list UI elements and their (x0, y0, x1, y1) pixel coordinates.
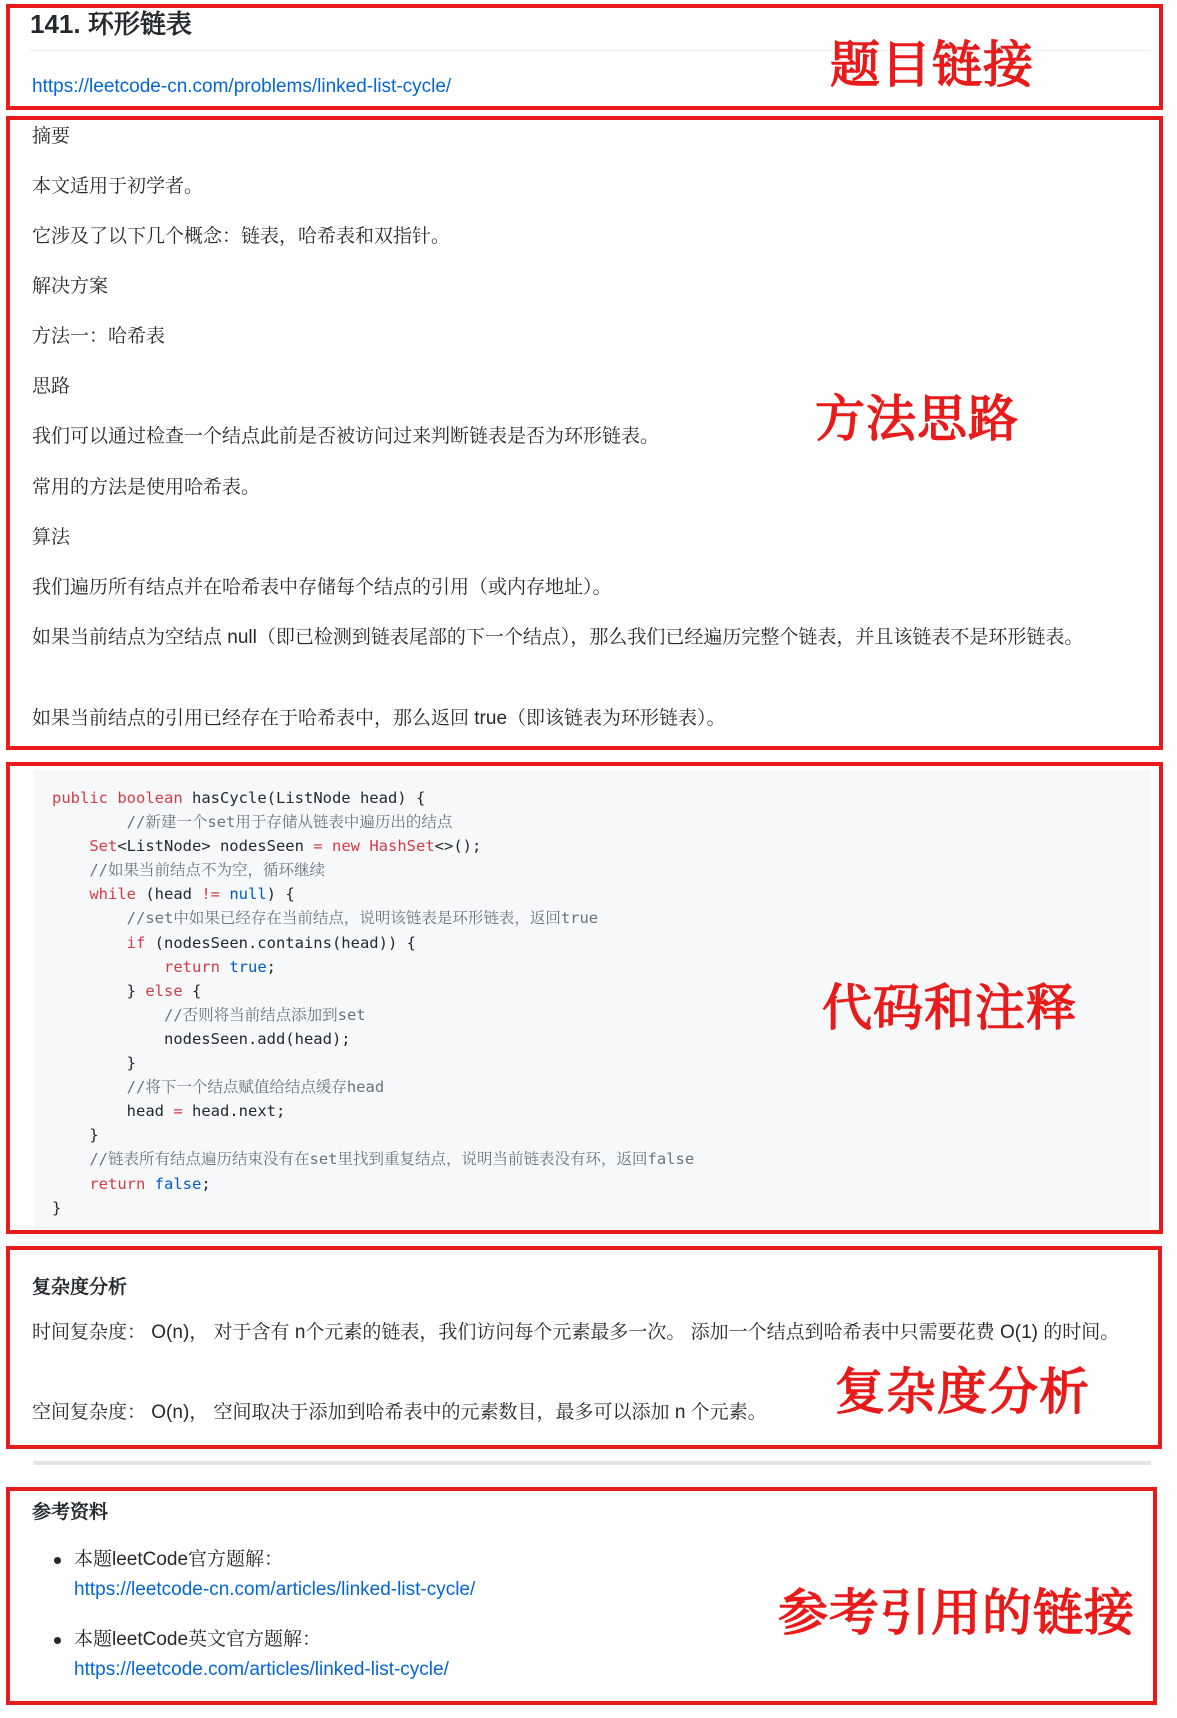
page-title: 141. 环形链表 (30, 9, 192, 39)
references-list (48, 1545, 475, 1705)
code-line: public boolean hasCycle(ListNode head) { (52, 789, 426, 807)
code-line: return false; (89, 1174, 211, 1193)
code-line: //否则将当前结点添加到set (163, 1005, 366, 1024)
code-line: nodesSeen.add(head); (52, 1029, 351, 1048)
annotation-complexity: 复杂度分析 (835, 1363, 1090, 1421)
code-block (52, 786, 694, 1220)
code-line: if (nodesSeen.contains(head)) { (126, 933, 416, 952)
code-line: return true; (163, 957, 276, 976)
complexity-heading: 复杂度分析 (32, 1277, 128, 1298)
code-line: Set<ListNode> nodesSeen = new HashSet<>(); (89, 837, 482, 856)
code-line: head = head.next; (52, 1102, 286, 1121)
annotation-problem-link: 题目链接 (830, 36, 1034, 94)
reference-link[interactable]: https://leetcode.com/articles/linked-list-cycle/ (74, 1659, 449, 1680)
reference-label: 本题leetCode官方题解： (74, 1549, 284, 1570)
idea-heading: 思路 (32, 376, 71, 397)
code-line: } (52, 1126, 99, 1145)
bullet-icon (54, 1637, 61, 1644)
references-heading: 参考资料 (32, 1502, 109, 1523)
list-item (48, 1545, 475, 1605)
summary-heading: 摘要 (32, 126, 71, 147)
time-complexity: 时间复杂度： O(n)， 对于含有 n个元素的链表，我们访问每个元素最多一次。 添加一个结点到哈希表中只需要花费 O(1) 的时间。 (32, 1322, 1120, 1343)
section-separator (34, 1461, 1151, 1465)
reference-label: 本题leetCode英文官方题解： (74, 1629, 322, 1650)
bullet-icon (54, 1557, 61, 1564)
intro-paragraph: 本文适用于初学者。 (32, 176, 204, 197)
code-line: //如果当前结点不为空，循环继续 (89, 861, 325, 880)
algorithm-paragraph-1: 我们遍历所有结点并在哈希表中存储每个结点的引用（或内存地址）。 (32, 577, 612, 598)
method-heading: 方法一：哈希表 (32, 326, 166, 347)
list-item (48, 1625, 475, 1685)
space-complexity: 空间复杂度： O(n)， 空间取决于添加到哈希表中的元素数目，最多可以添加 n 个元素。 (32, 1402, 767, 1423)
code-line: //set中如果已经存在当前结点，说明该链表是环形链表，返回true (126, 909, 599, 928)
hash-paragraph: 常用的方法是使用哈希表。 (32, 477, 261, 498)
algorithm-heading: 算法 (32, 527, 71, 548)
code-line: while (head != null) { (89, 885, 295, 904)
reference-link[interactable]: https://leetcode-cn.com/articles/linked-list-cycle/ (74, 1579, 476, 1600)
code-line: } (52, 1054, 136, 1073)
algorithm-paragraph-2: 如果当前结点为空结点 null（即已检测到链表尾部的下一个结点），那么我们已经遍历完整个链表，并且该链表不是环形链表。 (32, 627, 1084, 648)
problem-url-link[interactable]: https://leetcode-cn.com/problems/linked-list-cycle/ (32, 76, 452, 97)
solution-heading: 解决方案 (32, 276, 109, 297)
idea-paragraph: 我们可以通过检查一个结点此前是否被访问过来判断链表是否为环形链表。 (32, 426, 660, 447)
code-line: } else { (52, 981, 202, 1000)
code-line: //链表所有结点遍历结束没有在set里找到重复结点，说明当前链表没有环，返回false (89, 1150, 695, 1169)
algorithm-paragraph-3: 如果当前结点的引用已经存在于哈希表中，那么返回 true（即该链表为环形链表）。 (32, 708, 726, 729)
code-line: //新建一个set用于存储从链表中遍历出的结点 (126, 813, 453, 832)
annotation-references: 参考引用的链接 (778, 1584, 1135, 1642)
code-line: } (52, 1198, 62, 1217)
concepts-paragraph: 它涉及了以下几个概念：链表，哈希表和双指针。 (32, 226, 451, 247)
code-line: //将下一个结点赋值给结点缓存head (126, 1078, 385, 1097)
annotation-approach: 方法思路 (815, 390, 1019, 448)
annotation-code: 代码和注释 (822, 979, 1077, 1037)
